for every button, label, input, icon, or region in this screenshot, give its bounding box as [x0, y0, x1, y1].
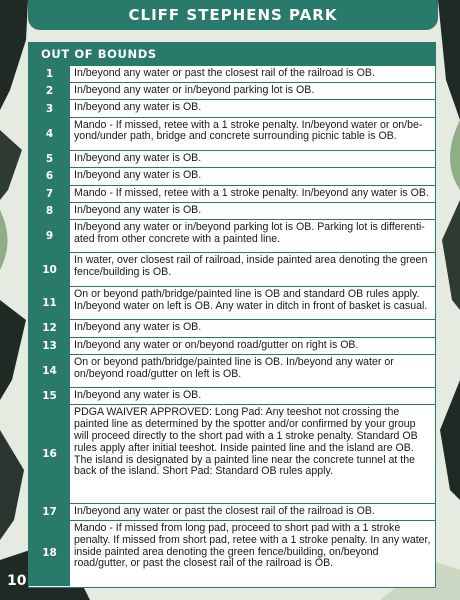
hole-number: 10 [29, 253, 70, 285]
rule-row [29, 503, 435, 520]
rule-text: Mando - If missed, retee with a 1 stroke penalty. In/beyond water or on/be-yond/under path, bridge and concrete surrounding picnic table is OB. [74, 118, 423, 143]
rule-row [29, 185, 435, 202]
rule-row [29, 167, 435, 184]
rule-row [29, 65, 435, 82]
hole-number: 12 [29, 320, 70, 336]
rule-row [29, 99, 435, 116]
rule-text: In water, over closest rail of railroad, inside painted area denoting the green fence/building is OB. [74, 254, 428, 279]
rule-text: In/beyond any water is OB. [74, 203, 202, 216]
hole-number: 18 [29, 521, 70, 586]
rule-row [29, 404, 435, 502]
hole-number: 11 [29, 287, 70, 319]
hole-number: 7 [29, 186, 70, 202]
rule-row [29, 252, 435, 285]
rule-text: In/beyond any water is OB. [74, 101, 202, 114]
rule-row [29, 387, 435, 404]
rule-row [29, 520, 435, 586]
park-title: CLIFF STEPHENS PARK [128, 6, 338, 24]
rule-row [29, 117, 435, 150]
rule-text: In/beyond any water is OB. [74, 321, 202, 334]
hole-number: 17 [29, 504, 70, 520]
rule-text: In/beyond any water or past the closest rail of the railroad is OB. [74, 67, 375, 79]
hole-number: 8 [29, 203, 70, 219]
rule-text: In/beyond any water or past the closest rail of the railroad is OB. [74, 504, 375, 517]
rule-text: Mando - If missed from long pad, proceed to short pad with a 1 stroke penalty. If missed from short pad, retee with a 1 stroke penalty. In any water, inside painted area denoting the green fence/building, on/beyond road/gutter, or past the closest rail of the railroad is OB. [74, 522, 431, 570]
hole-number: 14 [29, 355, 70, 387]
rules-list [29, 65, 435, 586]
rule-text: In/beyond any water is OB. [74, 152, 202, 165]
rule-row [29, 219, 435, 252]
rule-row [29, 150, 435, 167]
hole-number: 15 [29, 388, 70, 404]
rule-text: In/beyond any water or in/beyond parking lot is OB. Parking lot is differenti-ated from other concrete with a painted line. [74, 220, 425, 245]
rule-row [29, 286, 435, 319]
hole-number: 1 [29, 66, 70, 82]
hole-number: 4 [29, 118, 70, 150]
section-title: OUT OF BOUNDS [29, 43, 435, 65]
rule-text: In/beyond any water is OB. [74, 389, 202, 402]
hole-number: 3 [29, 100, 70, 116]
rule-text: On or beyond path/bridge/painted line is OB and standard OB rules apply. In/beyond water on left is OB. Any water in ditch in front of basket is casual. [74, 287, 428, 312]
rule-row [29, 319, 435, 336]
rule-text: On or beyond path/bridge/painted line is OB. In/beyond any water or on/beyond road/gutter on left is OB. [74, 355, 394, 380]
rule-text: Mando - If missed, retee with a 1 stroke penalty. In/beyond any water is OB. [74, 186, 429, 199]
rule-row [29, 202, 435, 219]
rule-row [29, 337, 435, 354]
park-title-banner [28, 0, 438, 30]
hole-number: 6 [29, 168, 70, 184]
hole-number: 16 [29, 405, 70, 502]
hole-number: 9 [29, 220, 70, 252]
rule-row [29, 82, 435, 99]
rule-row [29, 354, 435, 387]
rule-text: In/beyond any water is OB. [74, 169, 202, 182]
rule-text: In/beyond any water or in/beyond parking lot is OB. [74, 84, 315, 97]
page-number: 10 [7, 573, 27, 589]
rule-text: PDGA WAIVER APPROVED: Long Pad: Any teeshot not crossing the painted line as determined by the spotter and/or confirmed by your group will proceed directly to the short pad with a 1 stroke penalty. Standard OB rules apply after initial teeshot. Inside painted line and the island are OB. The island is designated by a painted line near the concrete tunnel at the back of the island. Short Pad: Standard OB rules apply. [74, 406, 418, 478]
hole-number: 13 [29, 338, 70, 354]
hole-number: 5 [29, 151, 70, 167]
out-of-bounds-table [28, 42, 436, 588]
rule-text: In/beyond any water or on/beyond road/gutter on right is OB. [74, 338, 359, 351]
hole-number: 2 [29, 83, 70, 99]
